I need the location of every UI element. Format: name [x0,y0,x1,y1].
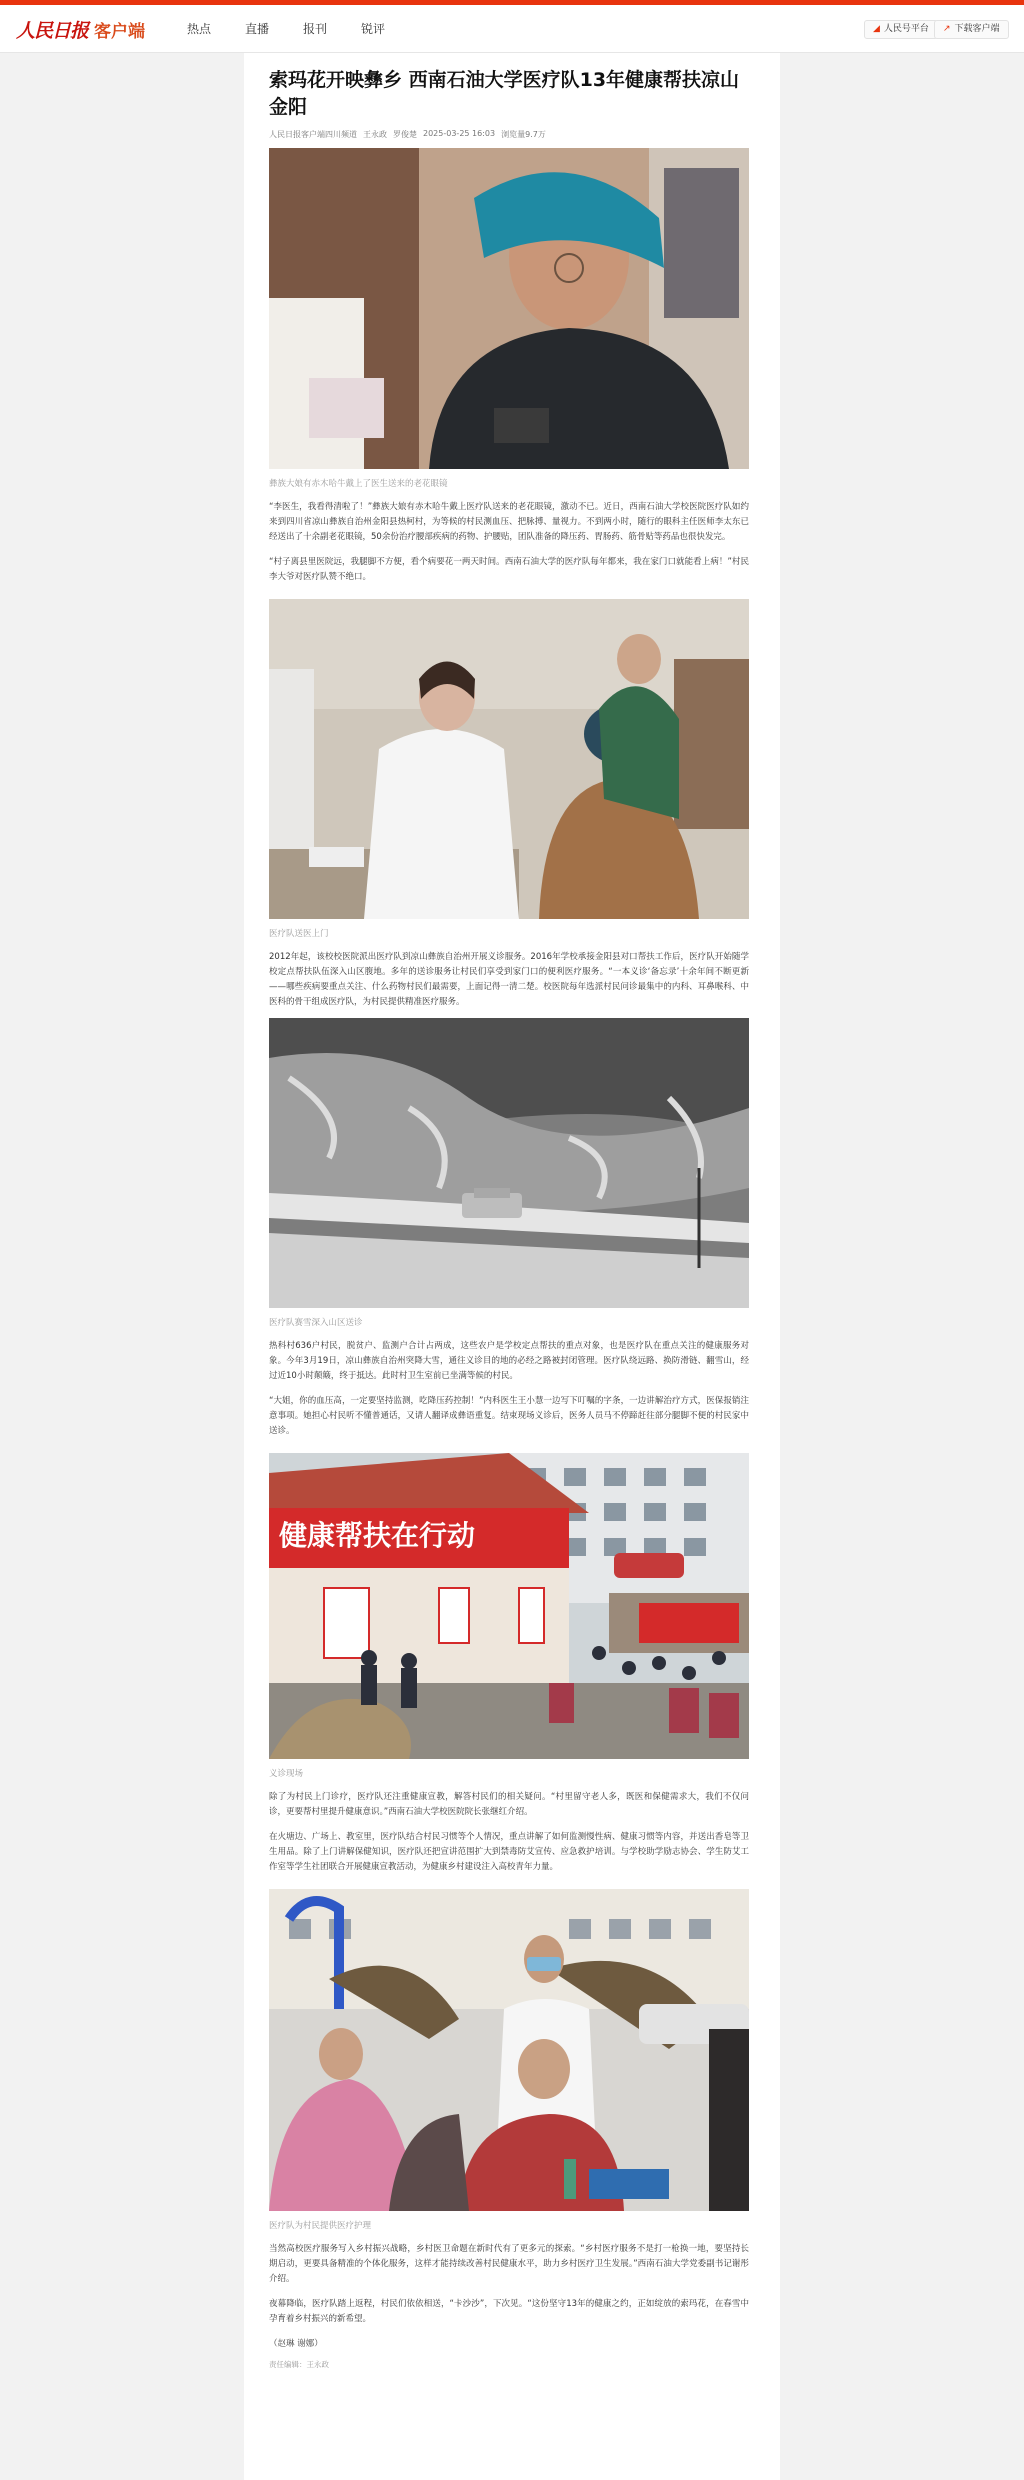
download-app-button[interactable] [934,20,1009,39]
article-paragraph: 热科村636户村民，脱贫户、监测户合计占两成，这些农户是学校定点帮扶的重点对象，也是医疗队在重点关注的健康服务对象。今年3月19日，凉山彝族自治州突降大雪，通往义诊目的地的必经之路被封闭管理。医疗队绕远路、换防滑链、翻雪山，经过近10小时颠簸，终于抵达。此时村卫生室前已坐满等候的村民。 [269,1341,749,1381]
article-photo [269,148,749,469]
article-paragraph: 除了为村民上门诊疗，医疗队还注重健康宣教，解答村民们的相关疑问。“村里留守老人多，既医和保健需求大，我们不仅问诊，更要帮村里提升健康意识。”西南石油大学校医院院长张继红介绍。 [269,1792,749,1817]
meta-source[interactable]: 人民日报客户端四川频道 [269,130,357,139]
article-footnote: （赵琳 谢娜） [269,2339,323,2349]
article-photo [269,1889,749,2211]
platform-button-label: 人民号平台 [883,24,929,34]
article-paragraph: 夜幕降临，医疗队踏上返程，村民们依依相送，“卡沙沙”，下次见。“这份坚守13年的健康之约，正如绽放的索玛花，在春雪中孕育着乡村振兴的新希望。 [269,2299,749,2324]
nav-item-hot[interactable]: 热点 [187,22,212,36]
platform-icon: ◢ [873,24,880,34]
photo-caption: 医疗队送医上门 [269,929,329,939]
nav-item-commentary[interactable]: 锐评 [361,22,386,36]
meta-time: 2025-03-25 16:03 [423,129,496,138]
article-photo [269,599,749,919]
download-button-label: 下载客户端 [954,24,1000,34]
article-body [269,53,755,2370]
article-paragraph: “村子离县里医院远，我腿脚不方便，看个病要花一两天时间。西南石油大学的医疗队每年都来，我在家门口就能看上病！”村民李大爷对医疗队赞不绝口。 [269,557,749,582]
article-page [244,53,780,2480]
nav-item-live[interactable]: 直播 [245,22,270,36]
site-logo[interactable] [16,16,145,42]
main-nav [170,5,402,53]
article-paragraph: 当然高校医疗服务写入乡村振兴战略，乡村医卫命题在新时代有了更多元的探索。“乡村医疗服务不是打一枪换一地，要坚持长期启动，更要具备精准的个体化服务，这样才能持续改善村民健康水平，助力乡村医疗卫生发展。”西南石油大学党委副书记谢彤介绍。 [269,2244,749,2284]
svg-text:健康帮扶在行动: 健康帮扶在行动 [279,1519,476,1552]
photo-caption: 医疗队赛雪深入山区送诊 [269,1318,363,1328]
photo-caption: 彝族大娘有赤木哈牛戴上了医生送来的老花眼镜 [269,479,448,489]
article-photo [269,1018,749,1308]
photo-caption: 义诊现场 [269,1769,304,1779]
responsible-editor: 责任编辑：王永政 [269,2360,329,2369]
platform-button[interactable] [864,20,938,39]
download-icon: ↗ [943,24,951,34]
article-photo [269,1453,749,1759]
logo-subtitle: 客户端 [94,21,146,42]
site-header [0,5,1024,53]
article-paragraph: 在火塘边、广场上、教室里，医疗队结合村民习惯等个人情况，重点讲解了如何监测慢性病、健康习惯等内容，并送出香皂等卫生用品。除了上门讲解保健知识，医疗队还把宣讲范围扩大到禁毒防艾宣传、应急救护培训。与学校助学励志协会、学生防艾工作室等学生社团联合开展健康宣教活动，为健康乡村建设注入高校青年力量。 [269,1832,749,1872]
nav-item-newspaper[interactable]: 报刊 [303,22,328,36]
meta-author: 王永政 [363,130,387,139]
article-paragraph: “李医生，我看得清啦了！”彝族大娘有赤木哈牛戴上医疗队送来的老花眼镜，激动不已。近日，西南石油大学校医院医疗队如约来到四川省凉山彝族自治州金阳县热柯村，为等候的村民测血压、把脉搏、量视力。不到两小时，随行的眼科主任医师李太东已经送出了十余副老花眼镜，50余份治疗腰部疾病的药物、护腰贴，团队准备的降压药、胃肠药、筋骨贴等药品也很快发完。 [269,502,749,542]
logo-mark: 人民日报 [16,19,89,42]
meta-author: 罗俊楚 [393,130,417,139]
article-title: 索玛花开映彝乡 西南石油大学医疗队13年健康帮扶凉山金阳 [269,69,740,118]
article-meta [269,129,755,140]
article-paragraph: “大姐，你的血压高，一定要坚持监测，吃降压药控制！”内科医生王小慧一边写下叮嘱的字条，一边讲解治疗方式，医保报销注意事项。她担心村民听不懂普通话，又请人翻译成彝语重复。结束现场义诊后，医务人员马不停蹄赶往部分腿脚不便的村民家中送诊。 [269,1396,749,1436]
meta-views: 浏览量9.7万 [501,130,546,139]
article-paragraph: 2012年起，该校校医院派出医疗队到凉山彝族自治州开展义诊服务。2016年学校承接金阳县对口帮扶工作后，医疗队开始随学校定点帮扶队伍深入山区腹地。多年的送诊服务让村民们享受到家门口的便利医疗服务。“一本义诊‘备忘录’十余年间不断更新——哪些疾病要重点关注、什么药物村民们最需要，上面记得一清二楚。校医院每年选派村民问诊最集中的内科、耳鼻喉科、中医科的骨干组成医疗队，为村民提供精准医疗服务。 [269,952,749,1007]
photo-caption: 医疗队为村民提供医疗护理 [269,2221,372,2231]
